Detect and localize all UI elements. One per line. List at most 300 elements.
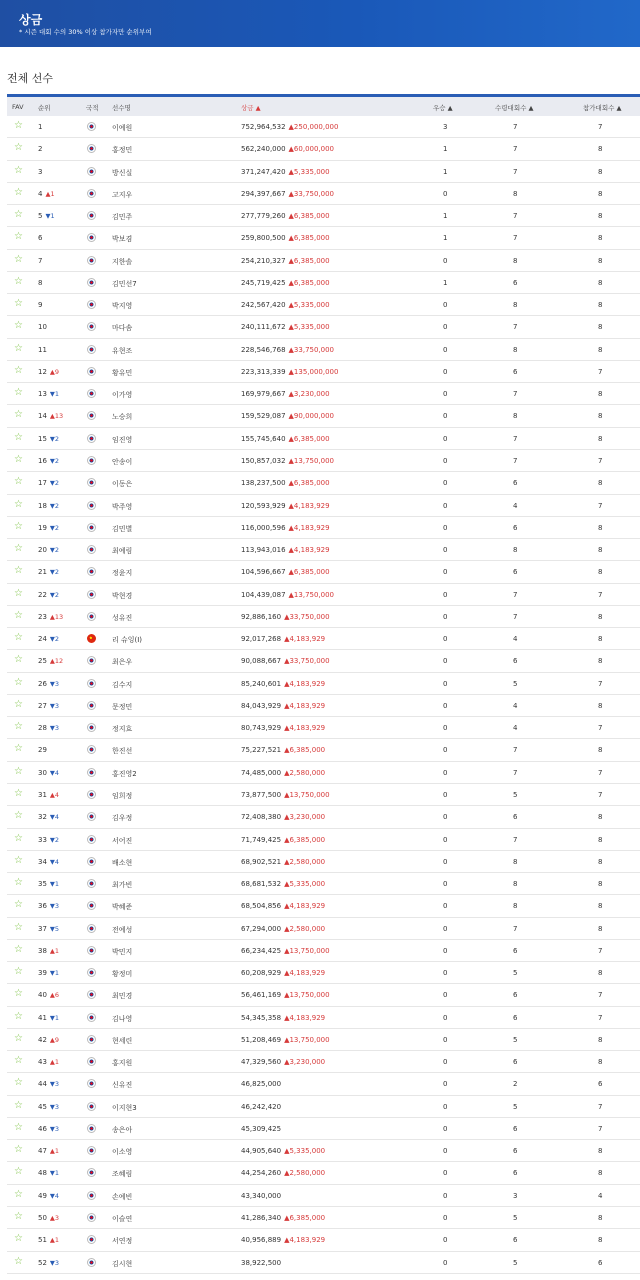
prize-value: 47,329,560 — [241, 1058, 282, 1067]
col-events-sort[interactable]: 참가대회수 ▲ — [583, 104, 622, 112]
prize-cell — [241, 836, 325, 844]
favorite-star-icon[interactable]: ☆ — [14, 1077, 23, 1089]
prize-cell — [241, 1036, 330, 1044]
player-name-link[interactable]: 김우정 — [112, 814, 133, 823]
korea-flag-icon — [87, 256, 96, 265]
favorite-star-icon[interactable]: ☆ — [14, 1055, 23, 1067]
events-cell: 4 — [598, 1191, 603, 1200]
player-name-link[interactable]: 박혜준 — [112, 903, 133, 912]
favorite-star-icon[interactable]: ☆ — [14, 209, 23, 221]
table-row[interactable] — [7, 851, 640, 873]
col-wins-sort[interactable]: 우승 ▲ — [433, 104, 453, 112]
prize-cell — [241, 902, 325, 910]
favorite-star-icon[interactable]: ☆ — [14, 966, 23, 978]
player-name-link[interactable]: 임희정 — [112, 791, 133, 800]
rank-value: 3 — [38, 167, 43, 176]
table-row[interactable] — [7, 450, 640, 472]
wins-cell: 0 — [443, 946, 448, 955]
prize-value: 159,529,087 — [241, 412, 286, 421]
favorite-star-icon[interactable]: ☆ — [14, 565, 23, 577]
prize-value: 371,247,420 — [241, 167, 286, 176]
korea-flag-icon — [87, 1191, 96, 1200]
favorite-star-icon[interactable]: ☆ — [14, 1010, 23, 1022]
favorite-star-icon[interactable]: ☆ — [14, 364, 23, 376]
favorite-star-icon[interactable]: ☆ — [14, 1099, 23, 1111]
table-row[interactable] — [7, 183, 640, 205]
table-row[interactable] — [7, 584, 640, 606]
prize-gain: ▲6,385,000 — [284, 1214, 326, 1223]
prize-value: 120,593,929 — [241, 501, 286, 510]
prize-gain: ▲4,183,929 — [284, 635, 326, 644]
korea-flag-icon — [87, 1213, 96, 1222]
player-name-link[interactable]: 서어진 — [112, 836, 133, 845]
player-name-link[interactable]: 김수지 — [112, 680, 133, 689]
player-name-link[interactable]: 이슬연 — [112, 1215, 133, 1224]
korea-flag-icon — [87, 478, 96, 487]
player-name-link[interactable]: 조혜림 — [112, 1170, 133, 1179]
player-name-link[interactable]: 이예원 — [112, 124, 133, 132]
prize-gain: ▲5,335,000 — [284, 1147, 326, 1156]
events-cell: 7 — [598, 123, 603, 131]
table-row[interactable] — [7, 940, 640, 962]
wins-cell: 0 — [443, 1191, 448, 1200]
rank-cell — [38, 234, 45, 242]
player-name-link[interactable]: 최가빈 — [112, 881, 133, 890]
rank-change: ▲9 — [49, 1035, 60, 1044]
col-prize-sort[interactable]: 상금 ▲ — [241, 104, 261, 112]
korea-flag-icon — [87, 924, 96, 933]
rank-value: 6 — [38, 234, 43, 243]
favorite-star-icon[interactable]: ☆ — [14, 743, 23, 755]
table-row[interactable] — [7, 717, 640, 739]
prize-value: 84,043,929 — [241, 701, 282, 710]
player-name-link[interactable]: 황유민 — [112, 368, 133, 377]
events-cell: 8 — [598, 657, 603, 666]
player-name-link[interactable]: 황정미 — [112, 970, 133, 979]
rank-value: 46 — [38, 1124, 47, 1133]
favorite-star-icon[interactable]: ☆ — [14, 921, 23, 933]
wins-cell: 0 — [443, 523, 448, 532]
table-row[interactable] — [7, 361, 640, 383]
favorite-star-icon[interactable]: ☆ — [14, 1211, 23, 1223]
prize-gain: ▲4,183,929 — [284, 679, 326, 688]
prize-gain: ▲13,750,000 — [288, 456, 335, 465]
rank-change: ▼2 — [49, 568, 60, 577]
player-name-link[interactable]: 신유진 — [112, 1081, 133, 1090]
prize-value: 752,964,532 — [241, 123, 286, 131]
player-name-link[interactable]: 정윤지 — [112, 569, 133, 578]
events-cell: 8 — [598, 701, 603, 710]
prize-cell — [241, 680, 325, 688]
korea-flag-icon — [87, 545, 96, 554]
col-nation: 국적 — [86, 104, 99, 112]
favorite-star-icon[interactable]: ☆ — [14, 609, 23, 621]
cuts-cell: 6 — [513, 278, 518, 287]
player-name-link[interactable]: 이소영 — [112, 1148, 133, 1157]
favorite-star-icon[interactable]: ☆ — [14, 787, 23, 799]
player-name-link[interactable]: 김민별 — [112, 524, 133, 533]
favorite-star-icon[interactable]: ☆ — [14, 142, 23, 154]
favorite-star-icon[interactable]: ☆ — [14, 721, 23, 733]
favorite-star-icon[interactable]: ☆ — [14, 431, 23, 443]
favorite-star-icon[interactable]: ☆ — [14, 543, 23, 555]
wins-cell: 1 — [443, 234, 448, 243]
table-row[interactable] — [7, 1140, 640, 1162]
rank-value: 10 — [38, 323, 47, 332]
table-row[interactable] — [7, 428, 640, 450]
player-name-link[interactable]: 박현경 — [112, 591, 133, 600]
player-name-link[interactable]: 지한솔 — [112, 257, 133, 266]
prize-value: 74,485,000 — [241, 768, 282, 777]
wins-cell: 0 — [443, 1258, 448, 1267]
favorite-star-icon[interactable]: ☆ — [14, 676, 23, 688]
korea-flag-icon — [87, 300, 96, 309]
favorite-star-icon[interactable]: ☆ — [14, 943, 23, 955]
rank-cell — [38, 1125, 59, 1133]
table-row[interactable] — [7, 294, 640, 316]
player-name-link[interactable]: 송은아 — [112, 1125, 133, 1134]
rank-change: ▼1 — [49, 1013, 60, 1022]
player-name-link[interactable]: 리 슈잉(I) — [112, 636, 143, 645]
player-name-link[interactable]: 김시현 — [112, 1259, 133, 1268]
player-name-link[interactable]: 임진영 — [112, 435, 133, 444]
player-name-link[interactable]: 홍지원 — [112, 1059, 133, 1068]
table-row[interactable] — [7, 650, 640, 672]
prize-value: 92,886,160 — [241, 612, 282, 621]
rank-change: ▲1 — [49, 1058, 60, 1067]
table-row[interactable] — [7, 829, 640, 851]
rank-value: 39 — [38, 969, 47, 978]
player-name-link[interactable]: 김민주 — [112, 213, 133, 222]
rank-cell — [38, 212, 55, 220]
favorite-star-icon[interactable]: ☆ — [14, 1255, 23, 1267]
events-cell: 8 — [598, 345, 603, 354]
player-name-link[interactable]: 홍진영2 — [112, 769, 137, 778]
prize-gain: ▲6,385,000 — [288, 212, 330, 221]
prize-gain: ▲3,230,000 — [288, 390, 330, 399]
player-name-link[interactable]: 고지우 — [112, 190, 133, 199]
player-name-link[interactable]: 박지영 — [112, 302, 133, 311]
favorite-star-icon[interactable]: ☆ — [14, 1166, 23, 1178]
favorite-star-icon[interactable]: ☆ — [14, 186, 23, 198]
table-row[interactable] — [7, 673, 640, 695]
player-name-link[interactable]: 홍정민 — [112, 146, 133, 155]
wins-cell: 0 — [443, 612, 448, 621]
player-name-link[interactable]: 박주영 — [112, 502, 133, 511]
table-row[interactable] — [7, 250, 640, 272]
favorite-star-icon[interactable]: ☆ — [14, 1032, 23, 1044]
cuts-cell: 7 — [513, 390, 518, 399]
cuts-cell: 3 — [513, 1191, 518, 1200]
prize-value: 169,979,667 — [241, 390, 286, 399]
player-name-link[interactable]: 김민선7 — [112, 279, 137, 288]
favorite-star-icon[interactable]: ☆ — [14, 120, 23, 131]
table-row[interactable] — [7, 1029, 640, 1051]
favorite-star-icon[interactable]: ☆ — [14, 1188, 23, 1200]
korea-flag-icon — [87, 167, 96, 176]
cuts-cell: 7 — [513, 323, 518, 332]
rank-value: 47 — [38, 1147, 47, 1156]
table-row[interactable] — [7, 495, 640, 517]
table-row[interactable] — [7, 405, 640, 427]
prize-gain: ▲5,335,000 — [288, 323, 330, 332]
events-cell: 7 — [598, 1102, 603, 1111]
favorite-star-icon[interactable]: ☆ — [14, 765, 23, 777]
rank-change: ▼4 — [49, 813, 60, 822]
player-name-link[interactable]: 이동은 — [112, 480, 133, 489]
wins-cell: 0 — [443, 568, 448, 577]
favorite-star-icon[interactable]: ☆ — [14, 476, 23, 488]
events-cell: 7 — [598, 991, 603, 1000]
table-row[interactable] — [7, 962, 640, 984]
rank-value: 8 — [38, 278, 43, 287]
rank-value: 29 — [38, 746, 47, 755]
table-row[interactable] — [7, 472, 640, 494]
player-name-link[interactable]: 박민지 — [112, 947, 133, 956]
table-row[interactable] — [7, 561, 640, 583]
table-row[interactable] — [7, 695, 640, 717]
prize-gain: ▲3,230,000 — [284, 813, 326, 822]
rank-change: ▼3 — [49, 724, 60, 733]
favorite-star-icon[interactable]: ☆ — [14, 587, 23, 599]
prize-cell — [241, 145, 334, 153]
player-name-link[interactable]: 마다솜 — [112, 324, 133, 333]
table-row[interactable] — [7, 628, 640, 650]
table-row[interactable] — [7, 1185, 640, 1207]
korea-flag-icon — [87, 901, 96, 910]
table-row[interactable] — [7, 1162, 640, 1184]
table-header — [7, 94, 640, 116]
table-row[interactable] — [7, 1118, 640, 1140]
table-row[interactable] — [7, 606, 640, 628]
rank-value: 33 — [38, 835, 47, 844]
prize-gain: ▲5,335,000 — [284, 880, 326, 889]
table-row[interactable] — [7, 316, 640, 338]
prize-gain: ▲13,750,000 — [284, 1035, 330, 1044]
table-row[interactable] — [7, 272, 640, 294]
player-name-link[interactable]: 최예림 — [112, 547, 133, 556]
player-name-link[interactable]: 배소현 — [112, 858, 133, 867]
table-row[interactable] — [7, 1252, 640, 1274]
table-row[interactable] — [7, 1073, 640, 1095]
table-row[interactable] — [7, 205, 640, 227]
favorite-star-icon[interactable]: ☆ — [14, 298, 23, 310]
rank-value: 27 — [38, 701, 47, 710]
korea-flag-icon — [87, 434, 96, 443]
player-name-link[interactable]: 이지현3 — [112, 1103, 137, 1112]
rank-cell — [38, 925, 59, 933]
korea-flag-icon — [87, 790, 96, 799]
table-row[interactable] — [7, 339, 640, 361]
player-name-link[interactable]: 안송이 — [112, 457, 133, 466]
rank-value: 15 — [38, 434, 47, 443]
table-row[interactable] — [7, 383, 640, 405]
player-name-link[interactable]: 손예빈 — [112, 1192, 133, 1201]
prize-cell — [241, 301, 330, 309]
favorite-star-icon[interactable]: ☆ — [14, 275, 23, 287]
table-row[interactable] — [7, 739, 640, 761]
korea-flag-icon — [87, 233, 96, 242]
rank-value: 34 — [38, 857, 47, 866]
player-name-link[interactable]: 성유진 — [112, 613, 133, 622]
player-name-link[interactable]: 김나영 — [112, 1014, 133, 1023]
rank-cell — [38, 657, 63, 665]
player-name-link[interactable]: 한진선 — [112, 747, 133, 756]
table-row[interactable] — [7, 918, 640, 940]
prize-gain: ▲33,750,000 — [284, 657, 330, 666]
player-name-link[interactable]: 현세린 — [112, 1036, 133, 1045]
prize-cell — [241, 412, 334, 420]
player-name-link[interactable]: 박보겸 — [112, 235, 133, 244]
cuts-cell: 6 — [513, 1124, 518, 1133]
favorite-star-icon[interactable]: ☆ — [14, 253, 23, 265]
rank-change: ▼3 — [49, 701, 60, 710]
korea-flag-icon — [87, 701, 96, 710]
cuts-cell: 5 — [513, 1258, 518, 1267]
favorite-star-icon[interactable]: ☆ — [14, 654, 23, 666]
rank-value: 20 — [38, 546, 47, 555]
table-row[interactable] — [7, 517, 640, 539]
events-cell: 8 — [598, 635, 603, 644]
favorite-star-icon[interactable]: ☆ — [14, 387, 23, 399]
player-name-link[interactable]: 이가영 — [112, 391, 133, 400]
rank-value: 42 — [38, 1035, 47, 1044]
events-cell: 8 — [598, 813, 603, 822]
table-row[interactable] — [7, 227, 640, 249]
favorite-star-icon[interactable]: ☆ — [14, 453, 23, 465]
prize-cell — [241, 724, 325, 732]
favorite-star-icon[interactable]: ☆ — [14, 988, 23, 1000]
favorite-star-icon[interactable]: ☆ — [14, 698, 23, 710]
table-row[interactable] — [7, 895, 640, 917]
player-name-link[interactable]: 최민경 — [112, 992, 133, 1001]
table-row[interactable] — [7, 984, 640, 1006]
cuts-cell: 7 — [513, 212, 518, 221]
cuts-cell: 8 — [513, 256, 518, 265]
player-name-link[interactable]: 정지효 — [112, 725, 133, 734]
rank-value: 14 — [38, 412, 47, 421]
prize-gain: ▲4,183,929 — [288, 501, 330, 510]
player-name-link[interactable]: 전예성 — [112, 925, 133, 934]
favorite-star-icon[interactable]: ☆ — [14, 409, 23, 421]
korea-flag-icon — [87, 679, 96, 688]
prize-value: 150,857,032 — [241, 456, 286, 465]
prize-gain: ▲6,385,000 — [284, 746, 326, 755]
rank-change: ▲1 — [49, 1236, 60, 1245]
rank-value: 5 — [38, 212, 43, 221]
prize-value: 54,345,358 — [241, 1013, 282, 1022]
events-cell: 7 — [598, 768, 603, 777]
favorite-star-icon[interactable]: ☆ — [14, 1121, 23, 1133]
korea-flag-icon — [87, 723, 96, 732]
wins-cell: 0 — [443, 813, 448, 822]
favorite-star-icon[interactable]: ☆ — [14, 632, 23, 644]
player-name-link[interactable]: 문정민 — [112, 702, 133, 711]
favorite-star-icon[interactable]: ☆ — [14, 164, 23, 176]
prize-cell — [241, 234, 330, 242]
table-row[interactable] — [7, 1207, 640, 1229]
table-row[interactable] — [7, 806, 640, 828]
prize-cell — [241, 212, 330, 220]
events-cell: 8 — [598, 189, 603, 198]
table-row[interactable] — [7, 161, 640, 183]
favorite-star-icon[interactable]: ☆ — [14, 520, 23, 532]
rank-cell — [38, 591, 59, 599]
rank-value: 50 — [38, 1214, 47, 1223]
events-cell: 8 — [598, 1058, 603, 1067]
korea-flag-icon — [87, 1013, 96, 1022]
favorite-star-icon[interactable]: ☆ — [14, 320, 23, 332]
events-cell: 8 — [598, 256, 603, 265]
wins-cell: 0 — [443, 345, 448, 354]
col-cuts-sort[interactable]: 수령대회수 ▲ — [495, 104, 534, 112]
wins-cell: 0 — [443, 189, 448, 198]
favorite-star-icon[interactable]: ☆ — [14, 899, 23, 911]
table-row[interactable] — [7, 116, 640, 138]
favorite-star-icon[interactable]: ☆ — [14, 854, 23, 866]
favorite-star-icon[interactable]: ☆ — [14, 498, 23, 510]
prize-value: 41,286,340 — [241, 1214, 282, 1223]
table-row[interactable] — [7, 784, 640, 806]
rank-change: ▼2 — [49, 501, 60, 510]
events-cell: 6 — [598, 1258, 603, 1267]
table-row[interactable] — [7, 762, 640, 784]
rank-value: 43 — [38, 1058, 47, 1067]
events-cell: 8 — [598, 1169, 603, 1178]
player-name-link[interactable]: 서연정 — [112, 1237, 133, 1246]
favorite-star-icon[interactable]: ☆ — [14, 1144, 23, 1156]
table-row[interactable] — [7, 873, 640, 895]
favorite-star-icon[interactable]: ☆ — [14, 877, 23, 889]
korea-flag-icon — [87, 812, 96, 821]
player-name-link[interactable]: 유현조 — [112, 346, 133, 355]
rank-value: 48 — [38, 1169, 47, 1178]
rank-cell — [38, 546, 59, 554]
rank-cell — [38, 680, 59, 688]
prize-value: 66,234,425 — [241, 946, 282, 955]
prize-gain: ▲4,183,929 — [284, 724, 326, 733]
table-row[interactable] — [7, 1229, 640, 1251]
player-name-link[interactable]: 노승희 — [112, 413, 133, 422]
prize-cell — [241, 702, 325, 710]
table-row[interactable] — [7, 539, 640, 561]
korea-flag-icon — [87, 345, 96, 354]
rank-value: 11 — [38, 345, 47, 354]
player-name-link[interactable]: 방신실 — [112, 168, 133, 177]
rank-value: 38 — [38, 946, 47, 955]
rank-change: ▲1 — [49, 1147, 60, 1156]
table-row[interactable] — [7, 1051, 640, 1073]
favorite-star-icon[interactable]: ☆ — [14, 832, 23, 844]
events-cell: 7 — [598, 1013, 603, 1022]
korea-flag-icon — [87, 122, 96, 131]
rank-value: 12 — [38, 367, 47, 376]
rank-change: ▼1 — [49, 880, 60, 889]
favorite-star-icon[interactable]: ☆ — [14, 810, 23, 822]
favorite-star-icon[interactable]: ☆ — [14, 342, 23, 354]
prize-value: 116,000,596 — [241, 523, 286, 532]
rank-value: 23 — [38, 612, 47, 621]
prize-gain: ▲4,183,929 — [284, 902, 326, 911]
events-cell: 8 — [598, 167, 603, 176]
player-name-link[interactable]: 최은우 — [112, 658, 133, 667]
table-row[interactable] — [7, 1007, 640, 1029]
table-row[interactable] — [7, 138, 640, 160]
favorite-star-icon[interactable]: ☆ — [14, 1233, 23, 1245]
favorite-star-icon[interactable]: ☆ — [14, 231, 23, 243]
table-row[interactable] — [7, 1096, 640, 1118]
rank-change: ▼2 — [49, 479, 60, 488]
